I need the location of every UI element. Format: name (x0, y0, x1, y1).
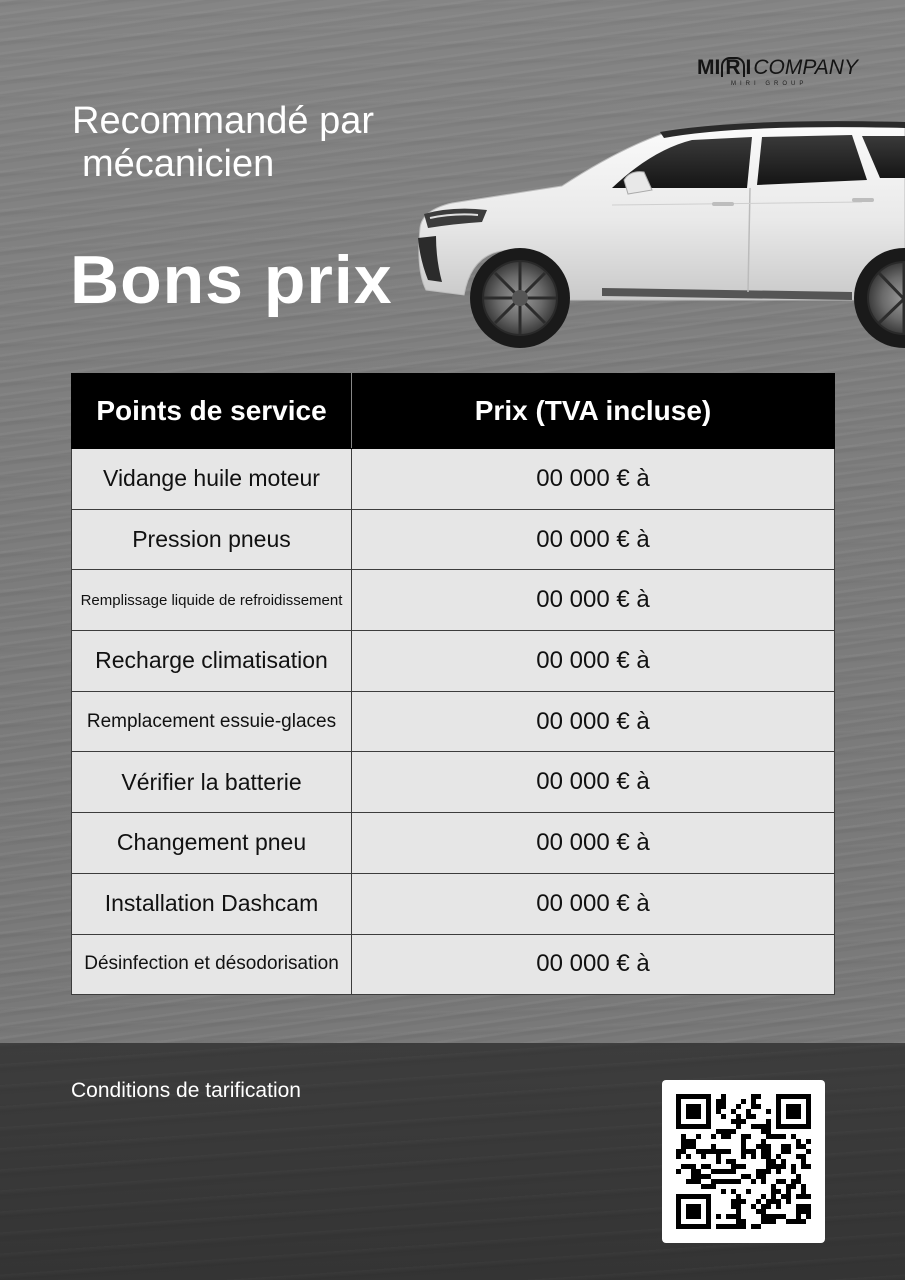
pricing-conditions-text: Conditions de tarification (71, 1079, 301, 1102)
price-cell: 00 000 € à (352, 631, 835, 692)
price-cell: 00 000 € à (352, 691, 835, 752)
header-service: Points de service (72, 374, 352, 449)
price-table (71, 373, 835, 995)
logo-subtitle: MIRI GROUP (731, 81, 808, 87)
price-cell: 00 000 € à (352, 752, 835, 813)
table-row (72, 813, 835, 874)
qr-code-pattern (676, 1094, 811, 1229)
service-cell: Vérifier la batterie (72, 752, 352, 813)
footer-band (0, 1043, 905, 1280)
logo-wordmark (697, 56, 858, 80)
price-cell: 00 000 € à (352, 934, 835, 995)
service-cell: Remplacement essuie-glaces (72, 691, 352, 752)
logo-r-arch (721, 57, 744, 77)
price-cell: 00 000 € à (352, 570, 835, 631)
headline-line-1: Recommandé par (72, 100, 375, 142)
table-row (72, 570, 835, 631)
headline-title: Bons prix (70, 242, 393, 318)
table-row (72, 509, 835, 570)
header-price: Prix (TVA incluse) (352, 374, 835, 449)
logo-i: I (745, 56, 752, 79)
price-cell: 00 000 € à (352, 449, 835, 510)
service-cell: Désinfection et désodorisation (72, 934, 352, 995)
price-cell: 00 000 € à (352, 873, 835, 934)
table-row (72, 691, 835, 752)
table-row (72, 934, 835, 995)
logo-r: R (725, 56, 741, 79)
service-cell: Installation Dashcam (72, 873, 352, 934)
table-row (72, 631, 835, 692)
table-row (72, 873, 835, 934)
price-cell: 00 000 € à (352, 509, 835, 570)
table-row (72, 449, 835, 510)
service-cell: Recharge climatisation (72, 631, 352, 692)
price-cell: 00 000 € à (352, 813, 835, 874)
headline-line-2: mécanicien (82, 143, 275, 185)
suv-car-image (412, 110, 905, 360)
service-cell: Pression pneus (72, 509, 352, 570)
company-logo (697, 52, 867, 92)
qr-code-icon[interactable] (662, 1080, 825, 1243)
service-cell: Vidange huile moteur (72, 449, 352, 510)
table-header-row (72, 374, 835, 449)
logo-mi: MI (697, 56, 721, 79)
table-row (72, 752, 835, 813)
service-cell: Remplissage liquide de refroidissement (72, 570, 352, 631)
logo-company: COMPANY (753, 56, 858, 79)
service-cell: Changement pneu (72, 813, 352, 874)
headline-subtitle (72, 100, 432, 186)
